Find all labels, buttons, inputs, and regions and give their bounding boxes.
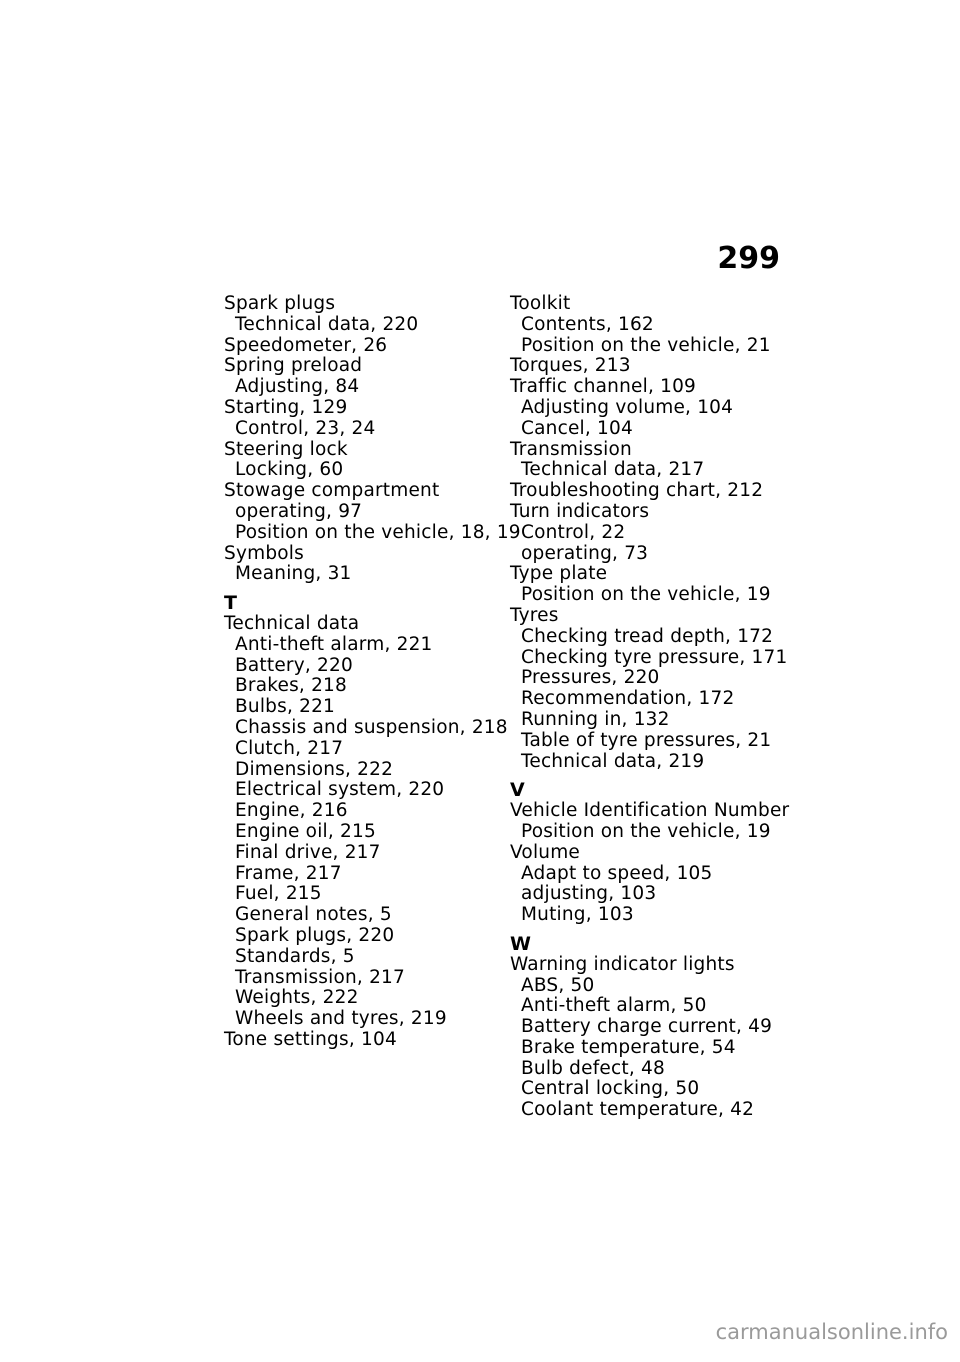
index-subentry: Adapt to speed, 105 (521, 862, 713, 884)
index-subentry: Central locking, 50 (521, 1078, 700, 1100)
index-entry: Spark plugs (224, 293, 336, 314)
index-subentry: Recommendation, 172 (521, 688, 735, 710)
index-subentry: Frame, 217 (235, 862, 342, 884)
index-subentry: Technical data, 219 (521, 750, 705, 772)
index-subentry: Coolant temperature, 42 (521, 1099, 755, 1121)
index-subentry: Position on the vehicle, 19 (521, 820, 771, 842)
index-subentry: Engine oil, 215 (235, 820, 376, 842)
index-subentry: Anti-theft alarm, 221 (235, 633, 433, 655)
index-subentry: Dimensions, 222 (235, 758, 394, 780)
index-subentry: Cancel, 104 (521, 417, 633, 439)
index-entry: Symbols (224, 542, 304, 564)
index-entry: Speedometer, 26 (224, 334, 388, 356)
index-subentry: Technical data, 220 (235, 313, 419, 335)
index-subentry: operating, 73 (521, 542, 649, 564)
index-subentry: Checking tyre pressure, 171 (521, 646, 788, 668)
index-subentry: Fuel, 215 (235, 883, 322, 905)
section-letter: V (510, 779, 525, 802)
index-subentry: adjusting, 103 (521, 883, 657, 905)
index-subentry: Meaning, 31 (235, 563, 352, 585)
index-entry: Traffic channel, 109 (510, 376, 697, 398)
index-subentry: Checking tread depth, 172 (521, 625, 774, 647)
index-subentry: Adjusting, 84 (235, 376, 360, 398)
index-entry: Toolkit (510, 293, 571, 314)
index-entry: Tyres (510, 604, 559, 626)
index-column-right (510, 294, 795, 1121)
index-subentry: Brake temperature, 54 (521, 1036, 736, 1058)
index-entry: Troubleshooting chart, 212 (510, 480, 764, 502)
index-entry: Stowage compartment (224, 480, 440, 502)
index-subentry: Battery charge current, 49 (521, 1016, 773, 1038)
index-subentry: Adjusting volume, 104 (521, 396, 734, 418)
index-subentry: Weights, 222 (235, 987, 359, 1009)
index-subentry: Control, 22 (521, 521, 626, 543)
index-entry: Steering lock (224, 438, 348, 460)
index-subentry: ABS, 50 (521, 974, 595, 996)
index-subentry: Brakes, 218 (235, 675, 347, 697)
index-subentry: Control, 23, 24 (235, 417, 376, 439)
index-subentry: Pressures, 220 (521, 667, 660, 689)
index-subentry: Chassis and suspension, 218 (235, 716, 508, 738)
index-subentry: Standards, 5 (235, 945, 355, 967)
index-entry: Torques, 213 (510, 355, 631, 377)
index-subentry: Engine, 216 (235, 800, 348, 822)
index-subentry: operating, 97 (235, 500, 363, 522)
index-subentry: Muting, 103 (521, 904, 634, 926)
index-subentry: Position on the vehicle, 18, 19 (235, 521, 521, 543)
index-entry: Spring preload (224, 355, 363, 377)
index-entry: Technical data (224, 612, 360, 634)
index-entry: Transmission (510, 438, 632, 460)
index-entry: Turn indicators (510, 500, 650, 522)
index-entry: Warning indicator lights (510, 953, 735, 975)
index-entry: Type plate (510, 563, 608, 585)
page-number: 299 (717, 241, 780, 276)
index-entry: Starting, 129 (224, 396, 348, 418)
index-subentry: Locking, 60 (235, 459, 344, 481)
index-subentry: Technical data, 217 (521, 459, 705, 481)
index-subentry: Bulbs, 221 (235, 696, 336, 718)
index-subentry: Final drive, 217 (235, 841, 381, 863)
section-letter: T (224, 592, 238, 615)
watermark: carmanualsonline.info (715, 1320, 948, 1344)
index-subentry: Bulb defect, 48 (521, 1057, 665, 1079)
index-subentry: Running in, 132 (521, 708, 670, 730)
index-subentry: Table of tyre pressures, 21 (521, 729, 772, 751)
index-subentry: Position on the vehicle, 21 (521, 334, 771, 356)
index-subentry: Position on the vehicle, 19 (521, 584, 771, 606)
index-subentry: Wheels and tyres, 219 (235, 1008, 447, 1030)
index-entry: Vehicle Identification Number (510, 800, 790, 822)
index-entry: Volume (510, 841, 581, 863)
index-subentry: Spark plugs, 220 (235, 924, 395, 946)
index-subentry: Clutch, 217 (235, 737, 344, 759)
index-column-left (224, 293, 521, 1051)
index-entry: Tone settings, 104 (224, 1028, 397, 1050)
index-subentry: General notes, 5 (235, 904, 392, 926)
index-subentry: Electrical system, 220 (235, 779, 445, 801)
index-subentry: Anti-theft alarm, 50 (521, 995, 707, 1017)
index-subentry: Contents, 162 (521, 313, 654, 335)
section-letter: W (510, 932, 532, 955)
index-subentry: Battery, 220 (235, 654, 353, 676)
index-subentry: Transmission, 217 (235, 966, 405, 988)
